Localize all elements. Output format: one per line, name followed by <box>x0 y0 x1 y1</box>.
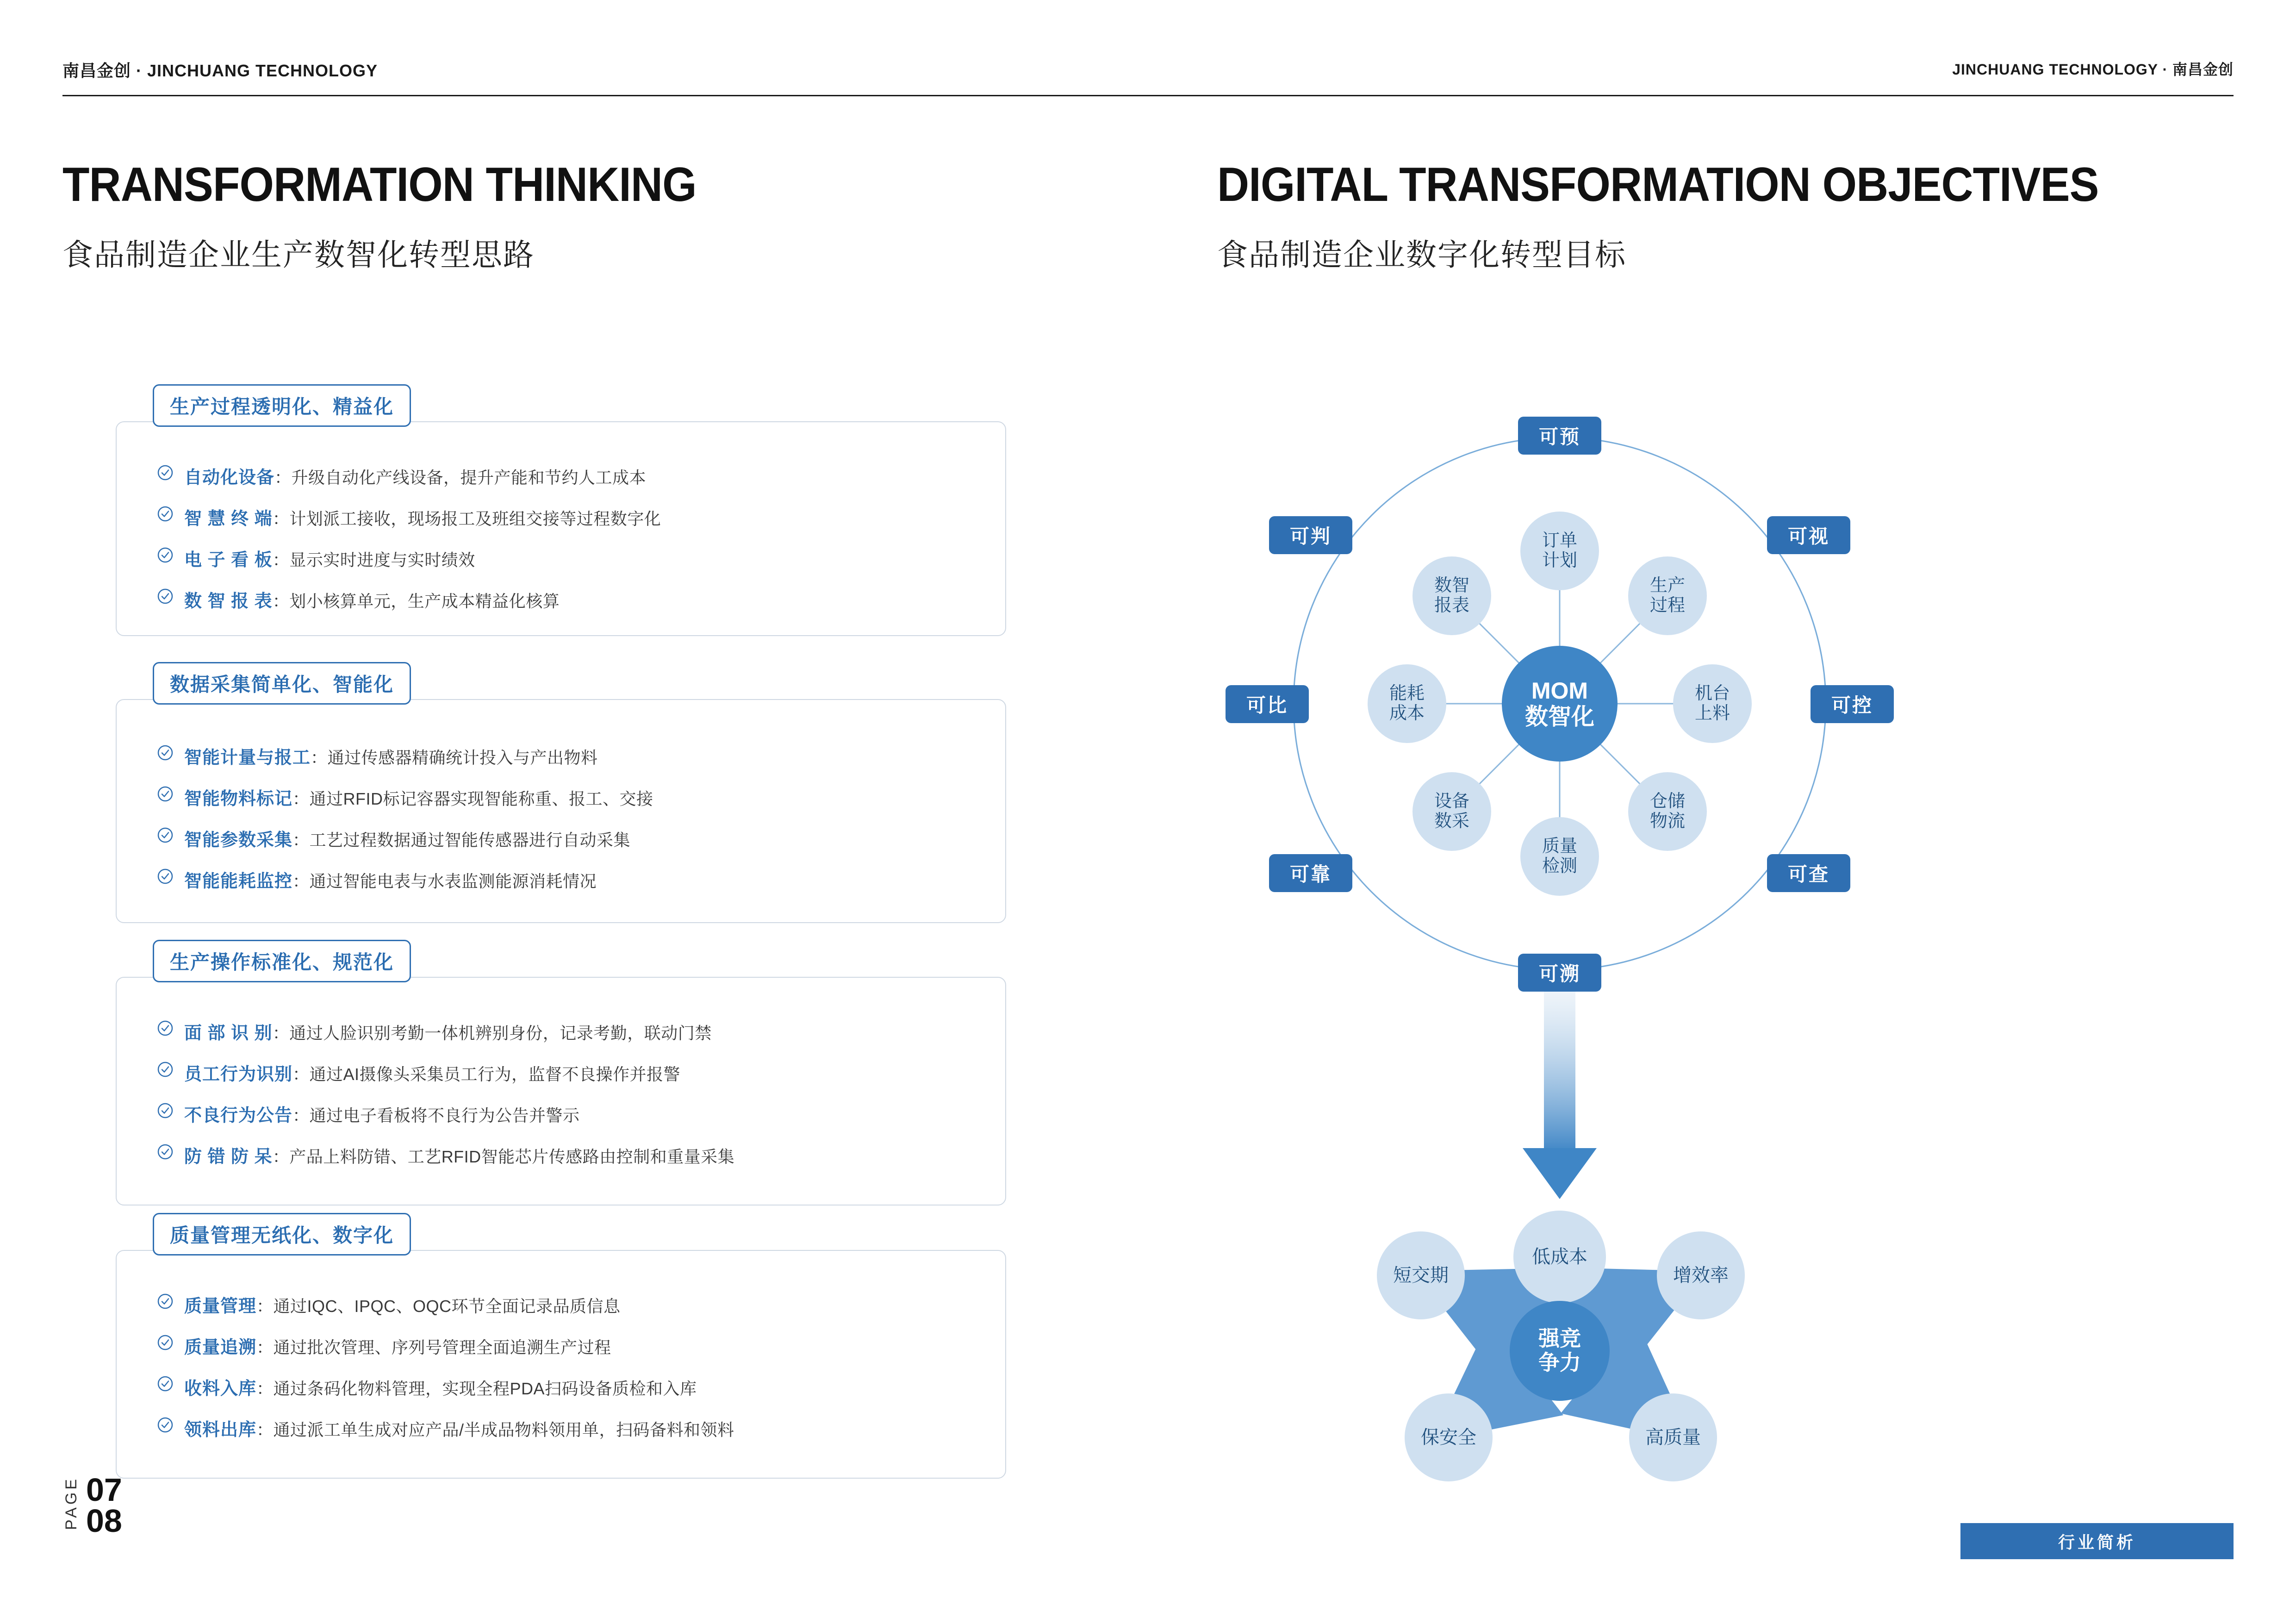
list-item <box>157 1101 981 1126</box>
check-circle-icon <box>157 1335 173 1353</box>
list-item-text: ：通过批次管理、序列号管理全面追溯生产过程 <box>256 1338 611 1357</box>
card-list-operation-standardization <box>157 1018 981 1183</box>
lower-center-line2: 争力 <box>1538 1350 1581 1374</box>
inner-node-line1: 订单 <box>1542 531 1577 551</box>
list-item <box>157 743 981 768</box>
check-circle-icon <box>157 547 173 565</box>
diagram-center-line1: MOM <box>1531 678 1588 704</box>
list-item <box>157 463 981 488</box>
list-item-text: ：通过条码化物料管理，实现全程PDA扫码设备质检和入库 <box>256 1379 697 1398</box>
list-item <box>157 1415 981 1441</box>
check-circle-icon <box>157 588 173 606</box>
list-item-text: ：升级自动化产线设备，提升产能和节约人工成本 <box>274 468 647 487</box>
footer-section-tab: 行业简析 <box>1960 1523 2234 1559</box>
inner-node-line2: 成本 <box>1389 704 1425 723</box>
page-header <box>0 0 2296 116</box>
check-circle-icon <box>157 1062 173 1080</box>
check-circle-icon <box>157 1103 173 1121</box>
list-item-text: ：产品上料防错、工艺RFID智能芯片传感路由控制和重量采集 <box>272 1147 735 1166</box>
list-item-label: 智能能耗监控 <box>184 872 293 891</box>
inner-node-warehouse-logistics <box>1628 772 1707 851</box>
inner-node-line2: 检测 <box>1542 856 1577 876</box>
list-item-text: ：通过AI摄像头采集员工行为，监督不良操作并报警 <box>292 1065 681 1084</box>
inner-node-line2: 数采 <box>1434 812 1469 831</box>
list-item-label: 智能计量与报工 <box>184 748 311 768</box>
page-label: PAGE <box>62 1476 80 1530</box>
list-item-text: ：通过IQC、IPQC、OQC环节全面记录品质信息 <box>256 1297 621 1316</box>
list-item <box>157 1018 981 1044</box>
lower-node-low-cost: 低成本 <box>1513 1211 1606 1303</box>
diagram-connectors <box>1217 352 2189 1537</box>
lower-node-high-quality: 高质量 <box>1629 1393 1717 1481</box>
down-arrow-shape <box>1523 981 1597 1199</box>
header-divider <box>62 95 2234 96</box>
list-item-label: 防 错 防 呆 <box>184 1147 273 1167</box>
diagram-center-node <box>1502 646 1618 762</box>
check-circle-icon <box>157 1020 173 1038</box>
list-item-label: 面 部 识 别 <box>184 1024 273 1043</box>
list-item <box>157 1374 981 1399</box>
transformation-objectives-diagram <box>1217 352 2189 1537</box>
card-tag-data-collection: 数据采集简单化、智能化 <box>153 662 411 705</box>
outer-tag-searchable: 可查 <box>1767 854 1850 892</box>
check-circle-icon <box>157 1376 173 1394</box>
check-circle-icon <box>157 786 173 804</box>
list-item <box>157 545 981 571</box>
card-tag-operation-standardization: 生产操作标准化、规范化 <box>153 940 411 982</box>
list-item-text: ：通过派工单生成对应产品/半成品物料领用单，扫码备料和领料 <box>256 1420 734 1439</box>
card-list-data-collection <box>157 743 981 908</box>
inner-node-line2: 报表 <box>1434 596 1469 615</box>
inner-node-energy-cost <box>1368 664 1446 743</box>
list-item-label: 不良行为公告 <box>184 1106 293 1125</box>
list-item <box>157 867 981 892</box>
list-item-text: ：通过智能电表与水表监测能源消耗情况 <box>292 872 597 891</box>
list-item <box>157 504 981 530</box>
inner-node-line2: 计划 <box>1542 551 1577 570</box>
list-item-text: ：通过传感器精确统计投入与产出物料 <box>311 748 598 767</box>
check-circle-icon <box>157 1417 173 1435</box>
list-item <box>157 1333 981 1358</box>
page-numbers <box>86 1472 122 1539</box>
list-item-label: 自动化设备 <box>184 468 275 487</box>
page-number-block <box>62 1472 122 1539</box>
outer-tag-visible: 可视 <box>1767 516 1850 554</box>
list-item <box>157 1060 981 1085</box>
page-number-top: 07 <box>86 1472 122 1508</box>
header-right-brand: JINCHUANG TECHNOLOGY · 南昌金创 <box>1952 61 2234 78</box>
check-circle-icon <box>157 1293 173 1312</box>
right-section-title <box>1217 157 2175 274</box>
inner-node-line1: 数智 <box>1434 576 1469 596</box>
outer-tag-reliable: 可靠 <box>1269 854 1352 892</box>
list-item <box>157 1292 981 1317</box>
inner-node-equipment-data <box>1412 772 1491 851</box>
list-item-text: ：通过RFID标记容器实现智能称重、报工、交接 <box>292 789 653 808</box>
inner-node-quality-inspection <box>1520 817 1599 896</box>
list-item <box>157 784 981 810</box>
inner-node-digital-report <box>1412 556 1491 635</box>
inner-node-order-plan <box>1520 512 1599 590</box>
list-item-text: ：计划派工接收，现场报工及班组交接等过程数字化 <box>272 509 661 528</box>
inner-node-line2: 过程 <box>1649 596 1685 615</box>
inner-node-line1: 质量 <box>1542 837 1577 856</box>
lower-node-competitiveness <box>1510 1301 1610 1401</box>
inner-node-line1: 设备 <box>1434 792 1469 812</box>
inner-node-line2: 物流 <box>1649 812 1685 831</box>
list-item-label: 质量追溯 <box>184 1338 257 1357</box>
header-left-brand: 南昌金创 · JINCHUANG TECHNOLOGY <box>62 61 378 80</box>
list-item-label: 员工行为识别 <box>184 1065 293 1084</box>
inner-node-line1: 生产 <box>1649 576 1685 596</box>
lower-node-efficiency: 增效率 <box>1657 1231 1745 1319</box>
card-list-production-transparency <box>157 463 981 628</box>
inner-node-line2: 上料 <box>1694 704 1730 723</box>
lower-node-short-lead-time: 短交期 <box>1377 1231 1465 1319</box>
check-circle-icon <box>157 1144 173 1162</box>
right-title-en: DIGITAL TRANSFORMATION OBJECTIVES <box>1217 158 2099 212</box>
card-list-quality-management <box>157 1292 981 1456</box>
check-circle-icon <box>157 506 173 524</box>
inner-node-machine-feeding <box>1673 664 1752 743</box>
diagram-center-line2: 数智化 <box>1525 704 1594 730</box>
inner-node-production-process <box>1628 556 1707 635</box>
list-item-label: 收料入库 <box>184 1379 257 1399</box>
card-tag-production-transparency: 生产过程透明化、精益化 <box>153 384 411 427</box>
page-number-bottom: 08 <box>86 1502 122 1539</box>
outer-tag-predictable: 可预 <box>1518 417 1601 455</box>
lower-node-safety: 保安全 <box>1405 1393 1493 1481</box>
list-item-label: 质量管理 <box>184 1297 257 1316</box>
list-item <box>157 587 981 612</box>
list-item-label: 智能物料标记 <box>184 789 293 809</box>
list-item-label: 智能参数采集 <box>184 831 293 850</box>
outer-tag-traceable: 可溯 <box>1518 954 1601 992</box>
inner-node-line1: 机台 <box>1694 684 1730 704</box>
list-item <box>157 1142 981 1168</box>
list-item-label: 智 慧 终 端 <box>184 509 273 529</box>
check-circle-icon <box>157 827 173 845</box>
list-item-text: ：显示实时进度与实时绩效 <box>272 550 475 569</box>
left-section-title <box>62 157 752 274</box>
inner-node-line1: 仓储 <box>1649 792 1685 812</box>
check-circle-icon <box>157 465 173 483</box>
lower-center-line1: 强竞 <box>1538 1326 1581 1351</box>
outer-tag-controllable: 可控 <box>1811 685 1894 723</box>
outer-tag-comparable: 可比 <box>1226 685 1309 723</box>
check-circle-icon <box>157 745 173 763</box>
left-title-en: TRANSFORMATION THINKING <box>62 158 697 212</box>
list-item-text: ：划小核算单元，生产成本精益化核算 <box>272 592 560 611</box>
left-title-cn: 食品制造企业生产数智化转型思路 <box>62 237 535 272</box>
check-circle-icon <box>157 868 173 887</box>
list-item-text: ：通过电子看板将不良行为公告并警示 <box>292 1106 580 1125</box>
card-tag-quality-management: 质量管理无纸化、数字化 <box>153 1213 411 1255</box>
list-item-label: 数 智 报 表 <box>184 592 273 611</box>
right-title-cn: 食品制造企业数字化转型目标 <box>1217 237 1626 272</box>
list-item-text: ：工艺过程数据通过智能传感器进行自动采集 <box>292 831 631 849</box>
list-item-text: ：通过人脸识别考勤一体机辨别身份，记录考勤，联动门禁 <box>272 1024 712 1043</box>
inner-node-line1: 能耗 <box>1389 684 1425 704</box>
list-item-label: 电 子 看 板 <box>184 550 273 570</box>
list-item <box>157 825 981 851</box>
outer-tag-judgeable: 可判 <box>1269 516 1352 554</box>
list-item-label: 领料出库 <box>184 1420 257 1440</box>
